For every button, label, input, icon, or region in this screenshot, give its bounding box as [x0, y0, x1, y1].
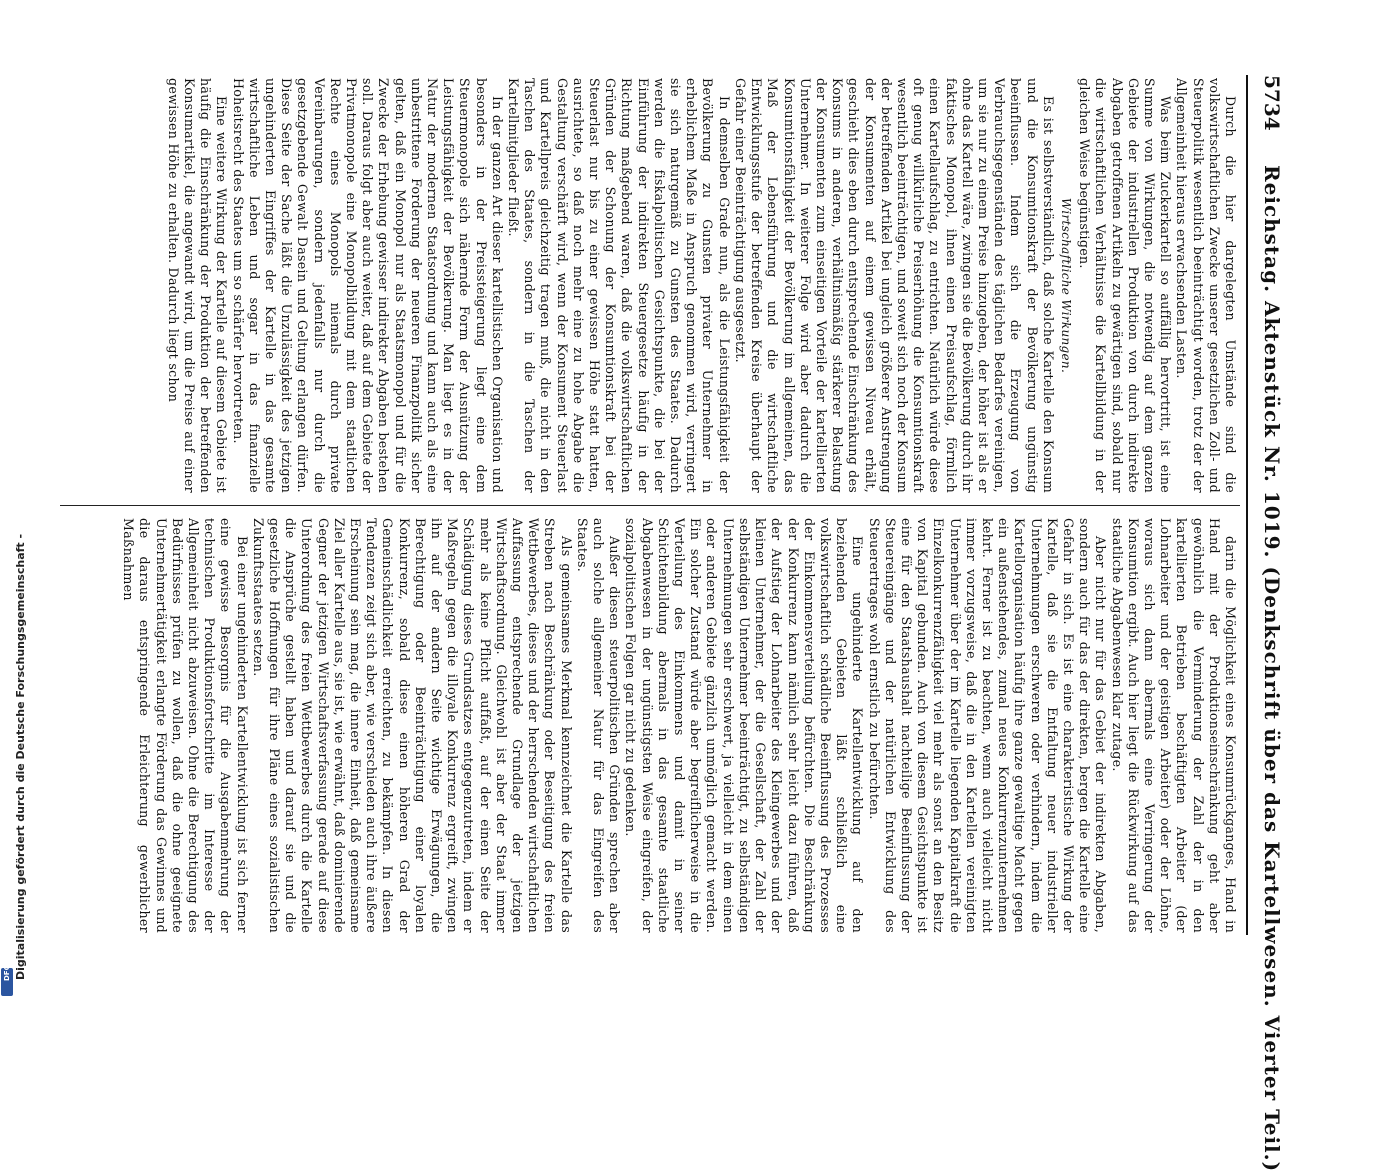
paragraph: Durch die hier dargelegten Umstände sind die volkswirtschaftlichen Zwecke unserer gesetzlichen Zoll- und Steuerpolitik wesentlich beeinträchtigt worden, trotz der der Allgemeinheit hieraus erwachsenden Lasten. [1174, 78, 1238, 493]
page-number: 5734 [1260, 75, 1284, 131]
column-divider [60, 505, 1240, 506]
page-header [1250, 75, 1290, 1172]
header-rule [1246, 75, 1248, 935]
paragraph: Außer diesen steuerpolitischen Gründen sprechen aber auch solche allgemeiner Natur für das Eingreifen des Staates. [574, 518, 623, 933]
dfg-logo-text: DFG [3, 964, 11, 981]
subheading: Wirtschaftliche Wirkungen. [1058, 197, 1073, 374]
paragraph: Als gemeinsames Merkmal kennzeichnet die Kartelle das Streben nach Beschränkung oder Beseitigung des freien Wettbewerbes, dieses und der herrschenden wirtschaftlichen Auffassung entsprechende Grundlage der jetzigen Wirtschaftsordnung. Gleichwohl ist aber der Staat immer mehr als keine Pflicht auffaßt, auf der einen Seite der Schädigung dieses Grundsatzes entgegenzutreten, indem er Maßregeln gegen die illoyale Konkurrenz ergreift, zwingen ihn auf der andern Seite wichtige Erwägungen, die Berechtigung oder Beeinträchtigung einer loyalen Konkurrenz, sobald diese einen höheren Grad der Gemeinschädlichkeit erreichten, zu bekämpfen. In diesen Tendenzen zeigt sich aber, wie verschieden auch ihre äußere Erscheinung sein mag, die innere Einheit, daß gemeinsame Ziel aller Kartelle aus, sie ist, wie erwähnt, daß dominierende Gegner der jetzigen Wirtschaftsverfassung gerade auf diese Unterordnung des freien Wettbewerbes durch die Kartelle die Ansprüche gestellt haben und darauf sie und die gesetzliche Hoffnungen für ihre Pläne eines sozialistischen Zukunftsstaates setzen. [250, 518, 574, 933]
digitization-note: Digitalisierung gefördert durch die Deutsche Forschungsgemeinschaft - [14, 533, 27, 980]
paragraph: Eine ungehinderte Kartellentwicklung auf den beziehenden Gebieten läßt schließlich eine volkswirtschaftlich schädliche Beeinflussung des Prozesses der Einkommensverteilung befürchten. Die Beschränkung der Konkurrenz kann nämlich sehr leicht dazu führen, daß der Aufstieg der Lohnarbeiter des Kleingewerbes und der kleinen Unternehmer, der die Gesellschaft, der Zahl der selbständigen Unternehmer beeinträchtigt, zu selbständigen Unternehmungen sehr erschwert, ja vielleicht in dem einen oder anderen Gebiete gänzlich unmöglich gemacht werden. Ein solcher Zustand würde aber begreiflicherweise in die Verteilung des Einkommens und damit in seiner Schichtenbildung abermals in das gesamte staatliche Abgabenwesen in der ungünstigsten Weise eingreifen, der sozialpolitischen Folgen gar nicht zu gedenken. [623, 518, 866, 933]
page-title: Reichstag. Aktenstück Nr. 1019. (Denkschrift über das Kartellwesen. Vierter Teil.) [1260, 165, 1284, 1172]
paragraph: Bei einer ungehinderten Kartellentwicklung ist sich ferner eine gewisse Besorgnis für die Ausgabenmehrung der technischen Produktionsfortschritte im Interesse der Allgemeinheit nicht abzuweisen. Ohne die Berechtigung des Bedürfnisses prüfen zu wollen, daß die ohne geeignete Unternehmertätigkeit erlangte Förderung das Gewinnes und die daraus entspringende Erleichterung gewerblicher Maßnahmen [121, 518, 250, 933]
paragraph: Eine weitere Wirkung der Kartelle auf diesem Gebiete ist häufig die Einschränkung der Produktion der betreffenden Konsumartikel, die angewandt wird, um die Preise auf einer gewissen Höhe zu erhalten. Dadurch liegt schon [165, 78, 230, 493]
paragraph: In demselben Grade nun, als die Leistungsfähigkeit der Bevölkerung zu Gunsten privater Unternehmer in erheblichem Maße in Anspruch genommen wird, verringert sie sich naturgemäß zu Gunsten des Staates. Dadurch werden die fiskalpolitischen Gesichtspunkte, die bei der Einführung der indirekten Steuergesetze häufig in der Richtung maßgebend waren, daß die volkswirtschaftlichen Gründen der Schonung der Konsumtionskraft bei der Steuerlast nur bis zu einer gewissen Höhe statt hatten, ausrichtete, so daß noch mehr eine zu hohe Abgabe die Gestaltung verschärft wird, wenn der Konsument Steuerlast und Kartellpreis gleichzeitig tragen muß, die nicht in den Taschen des Staates, sondern in die Taschen der Kartellmitglieder fließt. [506, 78, 732, 493]
left-column [58, 78, 1238, 493]
paragraph: Aber nicht nur für das Gebiet der indirekten Abgaben, sondern auch für das der direkten, bergen die Kartelle eine Gefahr in sich. Es ist eine charakteristische Wirkung der Kartelle, daß sie die Entfaltung neuer industrieller Unternehmungen erschweren oder verhindern, indem die Kartellorganisation häufig ihre ganze gewaltige Macht gegen ein außenstehendes, zumal neues Konkurrenzunternehmen kehrt. Ferner ist zu beachten, wenn auch vielleicht nicht immer vorzugsweise, daß die in den Kartellen vereinigten Unternehmer über der im Kartelle liegenden Kapitalkraft die Einzelkonkurrenzfähigkeit viel mehr als sonst an den Besitz von Kapital gebunden. Auch von diesem Gesichtspunkte ist eine für den Staatshaushalt nachteilige Beeinflussung der Steuereingänge und der natürlichen Entwicklung des Steuerertrages wohl ernstlich zu befürchten. [866, 518, 1109, 933]
right-column [58, 518, 1238, 933]
paragraph: In der ganzen Art dieser kartellistischen Organisation und besonders in der Preissteigerung liegt eine dem Steuermonopole sich nähernde Form der Ausnützung der Leistungsfähigkeit der Bevölkerung. Man liegt es in der Natur der modernen Staatsordnung und kann auch als eine unbestrittene Forderung der neueren Finanzpolitik sicher gelten, daß ein Monopol nur als Staatsmonopol und für die Zwecke der Erhebung gewisser indirekter Abgaben bestehen soll. Daraus folgt aber auch weiter, daß auf dem Gebiete der Privatmonopole eine Monopolbildung mit dem staatlichen Rechte eines Monopols niemals durch private Vereinbarungen, sondern jedenfalls nur durch die gesetzgebende Gewalt Dasein und Geltung erlangen dürfen. Diese Seite der Sache läßt die Unzulässigkeit des jetzigen ungehinderten Eingriffes der Kartelle in das gesamte wirtschaftliche Leben und sogar in das finanzielle Hoheitsrecht des Staates um so schärfer hervortreten. [230, 78, 505, 493]
paragraph: Es ist selbstverständlich, daß solche Kartelle den Konsum und die Konsumtionskraft der Bevölkerung ungünstig beeinflussen. Indem sich die Erzeugung von Verbrauchsgegenständen des täglichen Bedarfes vereinigen, um sie nur zu einem Preise hinzugeben, der höher ist als er ohne das Kartell wäre, zwingen sie die Bevölkerung durch ihr faktisches Monopol, ihnen einen Preisaufschlag, förmlich einen Kartellaufschlag, zu entrichten. Natürlich würde diese oft genug willkürliche Preiserhöhung die Konsumtionskraft wesentlich beeinträchtigen, und soweit sich noch der Konsum der betreffenden Artikel bei ungleich größerer Anstrengung der Konsumenten auf einem gewissen Niveau erhält, geschieht dies eben durch entsprechende Einschränkung des Konsums in anderen, verhältnismäßig stärkerer Belastung der Konsumenten zum einseitigen Vorteile der kartellierten Unternehmer. In weiterer Folge wird aber dadurch die Konsumtionsfähigkeit der Bevölkerung im allgemeinen, das Maß der Lebensführung und die wirtschaftliche Entwicklungsstufe der betreffenden Kreise überhaupt der Gefahr einer Beeinträchtigung ausgesetzt. [732, 78, 1056, 493]
paragraph: darin die Möglichkeit eines Konsumrückganges, Hand in Hand mit der Produktionseinschränkung geht aber gewöhnlich die Verminderung der Zahl der in den kartellierten Betrieben beschäftigten Arbeiter (der Lohnarbeiter und der geistigen Arbeiter) oder der Löhne, woraus sich dann abermals eine Verringerung der Konsumtion ergibt. Auch hier liegt die Rückwirkung auf das staatliche Abgabenwesen klar zutage. [1109, 518, 1238, 933]
paragraph: Was beim Zuckerkartell so auffällig hervortritt, ist eine Summe von Wirkungen, die notwendig auf dem ganzen Gebiete der industriellen Produktion von durch indirekte Abgaben getroffenen Artikeln zu gewärtigen sind, sobald nur die wirtschaftlichen Verhältnisse die Kartellbildung in der gleichen Weise begünstigen. [1077, 78, 1174, 493]
